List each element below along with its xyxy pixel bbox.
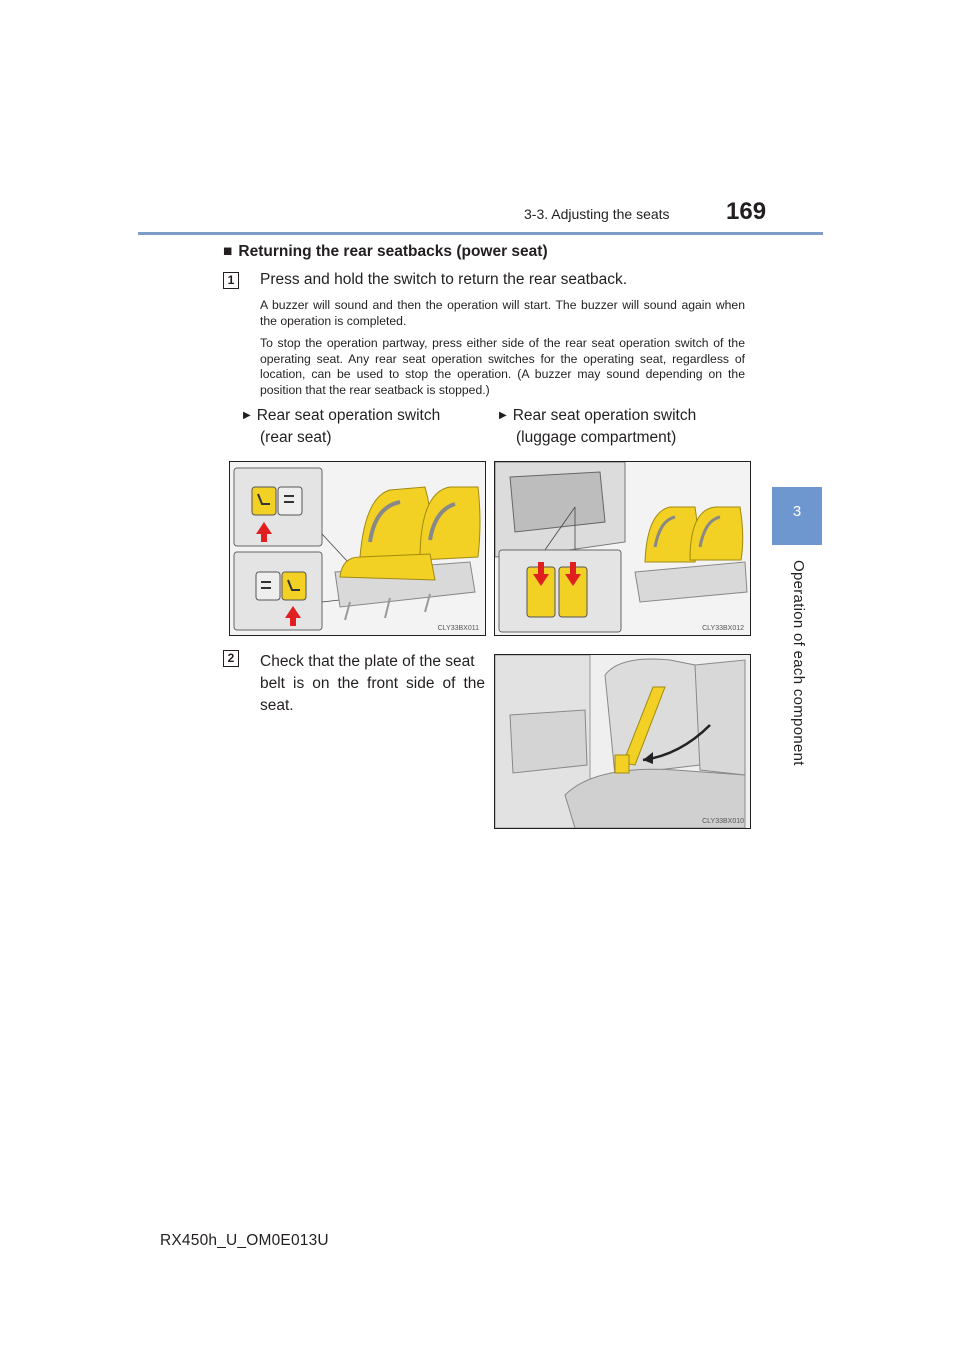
figure-seat-belt <box>494 654 751 829</box>
footer-manual-code: RX450h_U_OM0E013U <box>160 1232 329 1249</box>
step-number-1: 1 <box>223 272 239 289</box>
triangle-bullet-icon: ▶ <box>499 410 507 421</box>
seat-belt-illustration <box>495 655 750 828</box>
step-1-note-2: To stop the operation partway, press either side of the rear seat operation switch of the operating seat. Any rear seat operation switches for the operating seat, regardless of location, can be used to stop the operation. (A buzzer may sound depending on the position that the rear seatback is stopped.) <box>260 336 745 397</box>
option-luggage-compartment: ▶ Rear seat operation switch (luggage compartment) <box>499 407 697 446</box>
step-2-text: Check that the plate of the seat belt is on the front side of the seat. <box>260 653 485 714</box>
square-bullet-icon: ■ <box>223 243 233 260</box>
figure-code: CLY33BX010 <box>702 818 744 825</box>
chapter-label: Operation of each component <box>790 560 807 766</box>
figure-rear-seat-switch <box>229 461 486 636</box>
luggage-switch-illustration <box>495 462 750 635</box>
rear-seat-switch-illustration <box>230 462 485 635</box>
step-1-text: Press and hold the switch to return the rear seatback. <box>260 271 628 288</box>
step-1-note-1: A buzzer will sound and then the operation will start. The buzzer will sound again when the operation is completed. <box>260 298 745 328</box>
step-number-2: 2 <box>223 650 239 667</box>
triangle-bullet-icon: ▶ <box>243 410 251 421</box>
chapter-number: 3 <box>792 503 802 520</box>
page-number: 169 <box>726 198 767 225</box>
figure-code: CLY33BX011 <box>437 625 479 632</box>
header-section-title: 3-3. Adjusting the seats <box>524 206 670 222</box>
figure-code: CLY33BX012 <box>702 625 744 632</box>
header-rule <box>138 232 823 235</box>
option-rear-seat: ▶ Rear seat operation switch (rear seat) <box>243 407 441 446</box>
section-heading: ■ Returning the rear seatbacks (power seat) <box>223 243 548 260</box>
figure-luggage-switch <box>494 461 751 636</box>
